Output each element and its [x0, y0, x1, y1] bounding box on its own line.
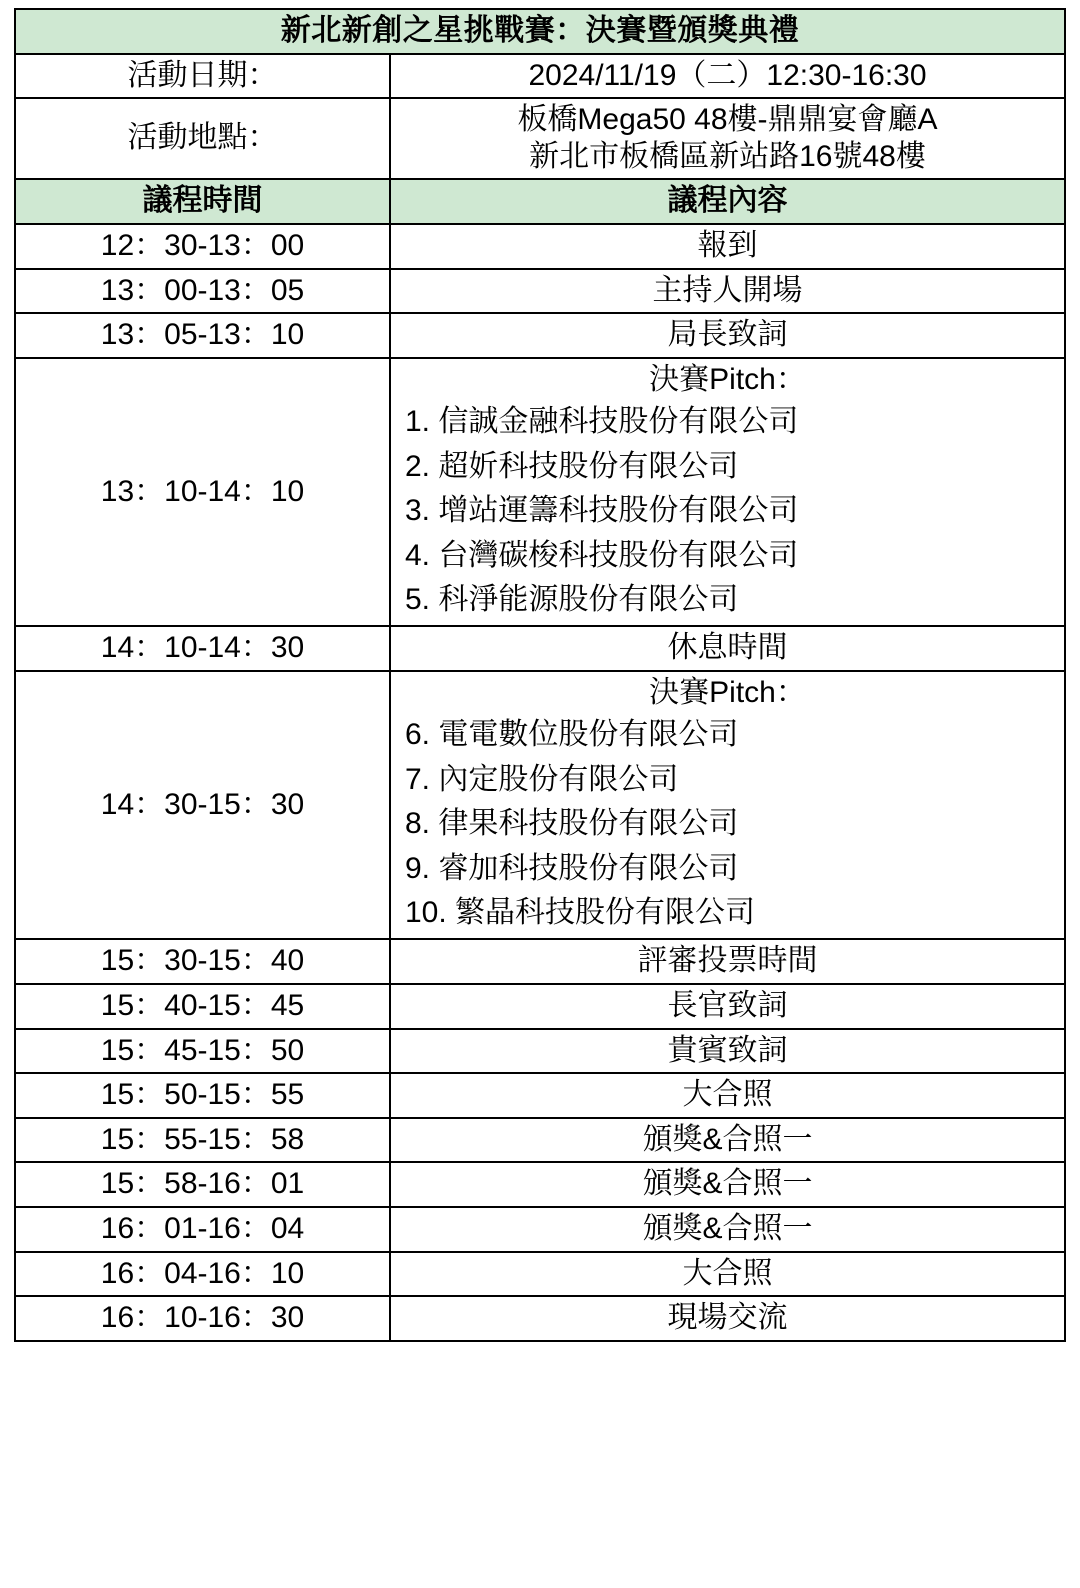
pitch-item: 3. 增站運籌科技股份有限公司 — [405, 494, 799, 528]
info-row-venue — [15, 98, 1065, 179]
row-content: 報到 — [390, 224, 1065, 269]
row-content: 長官致詞 — [390, 984, 1065, 1029]
table-row — [15, 1207, 1065, 1252]
row-content: 主持人開場 — [390, 269, 1065, 314]
row-content: 頒獎&合照一 — [390, 1207, 1065, 1252]
row-content-pitch-list — [390, 358, 1065, 627]
table-row — [15, 984, 1065, 1029]
row-time: 13：05-13：10 — [15, 313, 390, 358]
row-content: 評審投票時間 — [390, 939, 1065, 984]
event-venue-line-2: 新北市板橋區新站路16號48樓 — [529, 139, 926, 173]
row-time: 16：01-16：04 — [15, 1207, 390, 1252]
row-time: 14：30-15：30 — [15, 671, 390, 940]
event-venue-value — [390, 98, 1065, 179]
table-row-pitch-1 — [15, 358, 1065, 627]
row-time: 13：00-13：05 — [15, 269, 390, 314]
table-row — [15, 1296, 1065, 1341]
table-row — [15, 626, 1065, 671]
row-time: 16：10-16：30 — [15, 1296, 390, 1341]
event-date-line-1: 2024/11/19（二）12:30-16:30 — [528, 58, 927, 92]
title-row — [15, 9, 1065, 54]
table-row — [15, 224, 1065, 269]
row-time: 15：55-15：58 — [15, 1118, 390, 1163]
event-date-label: 活動日期： — [15, 54, 390, 99]
row-content: 大合照 — [390, 1252, 1065, 1297]
pitch-title: 決賽Pitch： — [649, 362, 806, 396]
row-content: 頒獎&合照一 — [390, 1118, 1065, 1163]
table-row — [15, 269, 1065, 314]
event-date-value — [390, 54, 1065, 99]
row-time: 13：10-14：10 — [15, 358, 390, 627]
pitch-item: 5. 科淨能源股份有限公司 — [405, 582, 739, 616]
row-time: 15：58-16：01 — [15, 1162, 390, 1207]
pitch-item: 6. 電電數位股份有限公司 — [405, 718, 739, 752]
table-row — [15, 939, 1065, 984]
pitch-item: 8. 律果科技股份有限公司 — [405, 807, 739, 841]
row-time: 15：45-15：50 — [15, 1029, 390, 1074]
column-header-row — [15, 179, 1065, 224]
row-time: 15：50-15：55 — [15, 1073, 390, 1118]
pitch-item: 10. 繁晶科技股份有限公司 — [405, 896, 756, 930]
column-header-time: 議程時間 — [15, 179, 390, 224]
row-content: 局長致詞 — [390, 313, 1065, 358]
row-time: 12：30-13：00 — [15, 224, 390, 269]
pitch-title: 決賽Pitch： — [649, 675, 806, 709]
agenda-table — [14, 8, 1066, 1342]
table-row-pitch-2 — [15, 671, 1065, 940]
row-content-pitch-list — [390, 671, 1065, 940]
row-time: 15：40-15：45 — [15, 984, 390, 1029]
table-row — [15, 1118, 1065, 1163]
table-row — [15, 1162, 1065, 1207]
row-content: 大合照 — [390, 1073, 1065, 1118]
pitch-item: 7. 內定股份有限公司 — [405, 762, 679, 796]
event-venue-line-1: 板橋Mega50 48樓-鼎鼎宴會廳A — [517, 103, 938, 137]
row-time: 15：30-15：40 — [15, 939, 390, 984]
table-row — [15, 1252, 1065, 1297]
row-time: 16：04-16：10 — [15, 1252, 390, 1297]
document-title: 新北新創之星挑戰賽：決賽暨頒獎典禮 — [15, 9, 1065, 54]
row-content: 現場交流 — [390, 1296, 1065, 1341]
info-row-date — [15, 54, 1065, 99]
table-row — [15, 313, 1065, 358]
row-content: 貴賓致詞 — [390, 1029, 1065, 1074]
table-row — [15, 1029, 1065, 1074]
pitch-item: 4. 台灣碳梭科技股份有限公司 — [405, 538, 799, 572]
table-row — [15, 1073, 1065, 1118]
event-venue-label: 活動地點： — [15, 98, 390, 179]
row-time: 14：10-14：30 — [15, 626, 390, 671]
column-header-content: 議程內容 — [390, 179, 1065, 224]
pitch-item: 2. 超妡科技股份有限公司 — [405, 449, 739, 483]
row-content: 休息時間 — [390, 626, 1065, 671]
row-content: 頒獎&合照一 — [390, 1162, 1065, 1207]
pitch-item: 9. 睿加科技股份有限公司 — [405, 851, 739, 885]
pitch-item: 1. 信誠金融科技股份有限公司 — [405, 405, 799, 439]
